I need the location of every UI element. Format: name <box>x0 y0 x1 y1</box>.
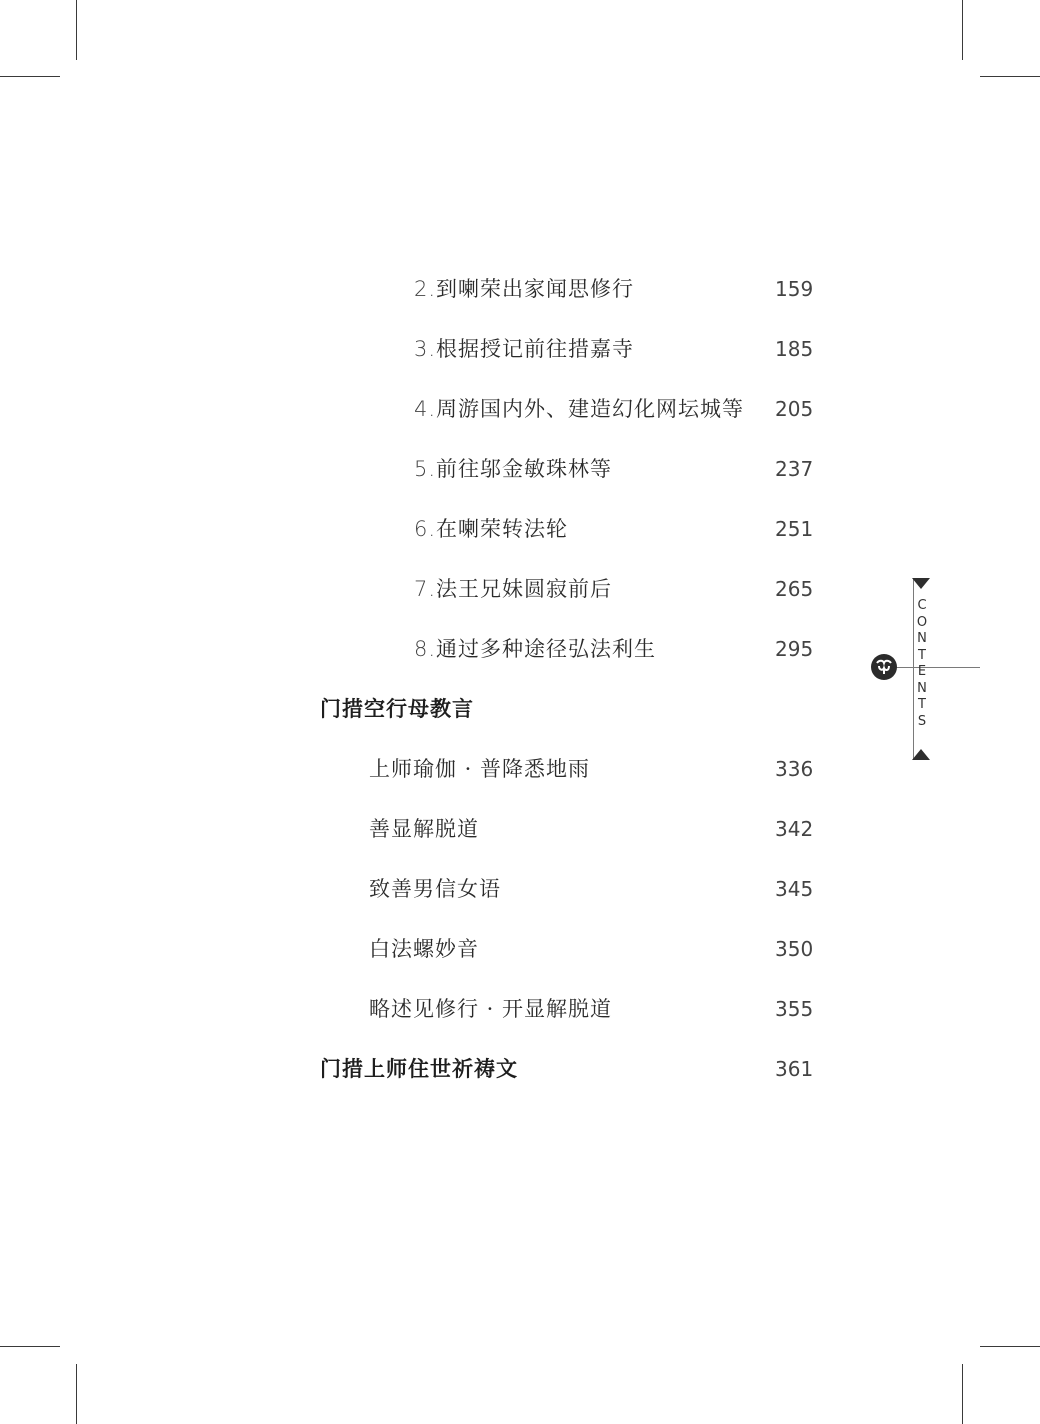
toc-entry-page: 185 <box>775 337 814 361</box>
triangle-down-icon <box>912 578 930 589</box>
tibetan-seal-icon <box>871 654 897 680</box>
toc-entry-page: 345 <box>775 877 814 901</box>
toc-entry-title: 8.通过多种途径弘法利生 <box>414 637 657 661</box>
toc-entry-title: 致善男信女语 <box>369 877 501 901</box>
toc-entry[interactable] <box>0 569 1040 609</box>
toc-entry-title: 2.到喇荣出家闻思修行 <box>414 277 635 301</box>
toc-entry-title: 白法螺妙音 <box>369 937 479 961</box>
toc-entry[interactable] <box>0 449 1040 489</box>
side-tab-horizontal-rule <box>893 667 980 668</box>
toc-section-heading[interactable] <box>0 1049 1040 1089</box>
toc-section-title: 门措上师住世祈祷文 <box>320 1056 518 1081</box>
toc-entry-title: 5.前往邬金敏珠林等 <box>414 457 613 481</box>
toc-entry-title: 善显解脱道 <box>369 817 479 841</box>
toc-entry-page: 159 <box>775 277 814 301</box>
toc-entry-title: 上师瑜伽 · 普降悉地雨 <box>369 757 591 781</box>
toc-entry-page: 295 <box>775 637 814 661</box>
toc-entry-page: 336 <box>775 757 814 781</box>
triangle-up-icon <box>912 749 930 760</box>
toc-entry-page: 350 <box>775 937 814 961</box>
toc-entry[interactable] <box>0 869 1040 909</box>
toc-entry-page: 265 <box>775 577 814 601</box>
toc-entry[interactable] <box>0 329 1040 369</box>
toc-entry[interactable] <box>0 749 1040 789</box>
toc-entry-page: 237 <box>775 457 814 481</box>
toc-entry[interactable] <box>0 509 1040 549</box>
toc-entry-title: 3.根据授记前往措嘉寺 <box>414 337 635 361</box>
toc-entry[interactable] <box>0 929 1040 969</box>
toc-entry-title: 4.周游国内外、建造幻化网坛城等 <box>414 397 745 421</box>
toc-entry-title: 7.法王兄妹圆寂前后 <box>414 577 613 601</box>
toc-section-heading[interactable] <box>0 689 1040 729</box>
toc-entry-page: 361 <box>775 1057 814 1081</box>
toc-entry[interactable] <box>0 809 1040 849</box>
toc-entry[interactable] <box>0 269 1040 309</box>
toc-entry-page: 355 <box>775 997 814 1021</box>
toc-entry-title: 略述见修行 · 开显解脱道 <box>369 997 613 1021</box>
toc-entry-title: 6.在喇荣转法轮 <box>414 517 569 541</box>
contents-label: CONTENTS <box>916 598 928 729</box>
toc-entry-page: 205 <box>775 397 814 421</box>
toc-entry[interactable] <box>0 389 1040 429</box>
toc-entry-page: 251 <box>775 517 814 541</box>
toc-entry-page: 342 <box>775 817 814 841</box>
toc-section-title: 门措空行母教言 <box>320 696 474 721</box>
toc-entry[interactable] <box>0 989 1040 1029</box>
